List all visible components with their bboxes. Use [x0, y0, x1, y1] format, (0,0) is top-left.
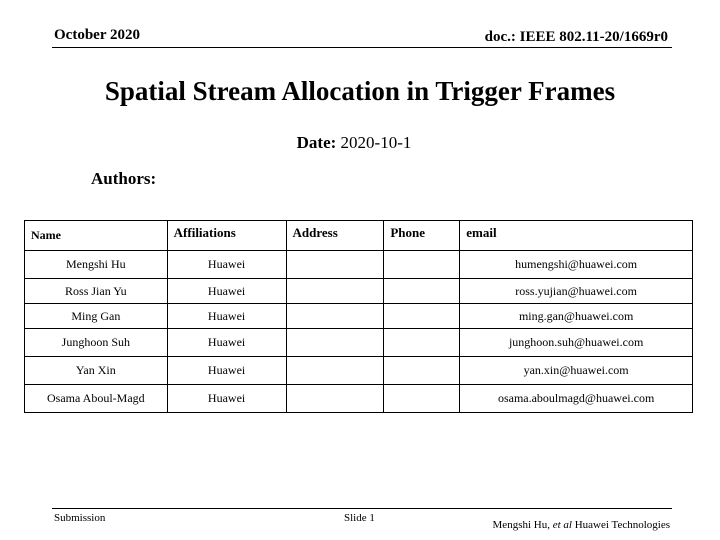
slide-title: Spatial Stream Allocation in Trigger Frames	[104, 76, 616, 106]
date-value: 2020-10-1	[336, 133, 412, 152]
cell-name: Junghoon Suh	[25, 329, 168, 357]
table-row	[25, 329, 693, 357]
date-label: Date:	[296, 133, 337, 152]
cell-email: humengshi@huawei.com	[460, 251, 693, 279]
cell-name: Osama Aboul-Magd	[25, 385, 168, 413]
footer-slide-number: Slide 1	[344, 512, 375, 524]
cell-address	[286, 357, 384, 385]
cell-affiliation: Huawei	[167, 329, 286, 357]
cell-email: junghoon.suh@huawei.com	[460, 329, 693, 357]
footer-author	[493, 519, 670, 531]
cell-name: Ross Jian Yu	[25, 279, 168, 304]
authors-table	[24, 220, 693, 413]
cell-address	[286, 304, 384, 329]
column-header-email: email	[460, 221, 693, 251]
cell-affiliation: Huawei	[167, 357, 286, 385]
cell-address	[286, 385, 384, 413]
cell-address	[286, 279, 384, 304]
cell-phone	[384, 385, 460, 413]
cell-email: osama.aboulmagd@huawei.com	[460, 385, 693, 413]
table-row	[25, 385, 693, 413]
authors-label: Authors:	[91, 169, 157, 188]
table-row	[25, 251, 693, 279]
header-doc-id: doc.: IEEE 802.11-20/1669r0	[484, 29, 668, 45]
header-divider	[52, 47, 672, 48]
table-row	[25, 357, 693, 385]
header-date: October 2020	[54, 27, 140, 43]
cell-affiliation: Huawei	[167, 279, 286, 304]
footer-divider	[52, 508, 672, 509]
footer-author-name: Mengshi Hu,	[492, 519, 553, 531]
cell-phone	[384, 357, 460, 385]
cell-phone	[384, 329, 460, 357]
cell-email: ross.yujian@huawei.com	[460, 279, 693, 304]
table-row	[25, 279, 693, 304]
table-header-row	[25, 221, 693, 251]
cell-phone	[384, 279, 460, 304]
cell-affiliation: Huawei	[167, 304, 286, 329]
cell-name: Mengshi Hu	[25, 251, 168, 279]
table-row	[25, 304, 693, 329]
cell-phone	[384, 304, 460, 329]
cell-affiliation: Huawei	[167, 251, 286, 279]
cell-email: yan.xin@huawei.com	[460, 357, 693, 385]
footer-submission: Submission	[54, 512, 106, 524]
cell-phone	[384, 251, 460, 279]
footer-et-al: et al	[552, 519, 572, 531]
column-header-address: Address	[286, 221, 384, 251]
column-header-name: Name	[25, 221, 168, 251]
cell-affiliation: Huawei	[167, 385, 286, 413]
column-header-affiliations: Affiliations	[167, 221, 286, 251]
cell-name: Yan Xin	[25, 357, 168, 385]
cell-address	[286, 251, 384, 279]
column-header-phone: Phone	[384, 221, 460, 251]
footer-organization: Huawei Technologies	[571, 519, 670, 531]
cell-name: Ming Gan	[25, 304, 168, 329]
date-line	[0, 133, 708, 153]
cell-email: ming.gan@huawei.com	[460, 304, 693, 329]
cell-address	[286, 329, 384, 357]
